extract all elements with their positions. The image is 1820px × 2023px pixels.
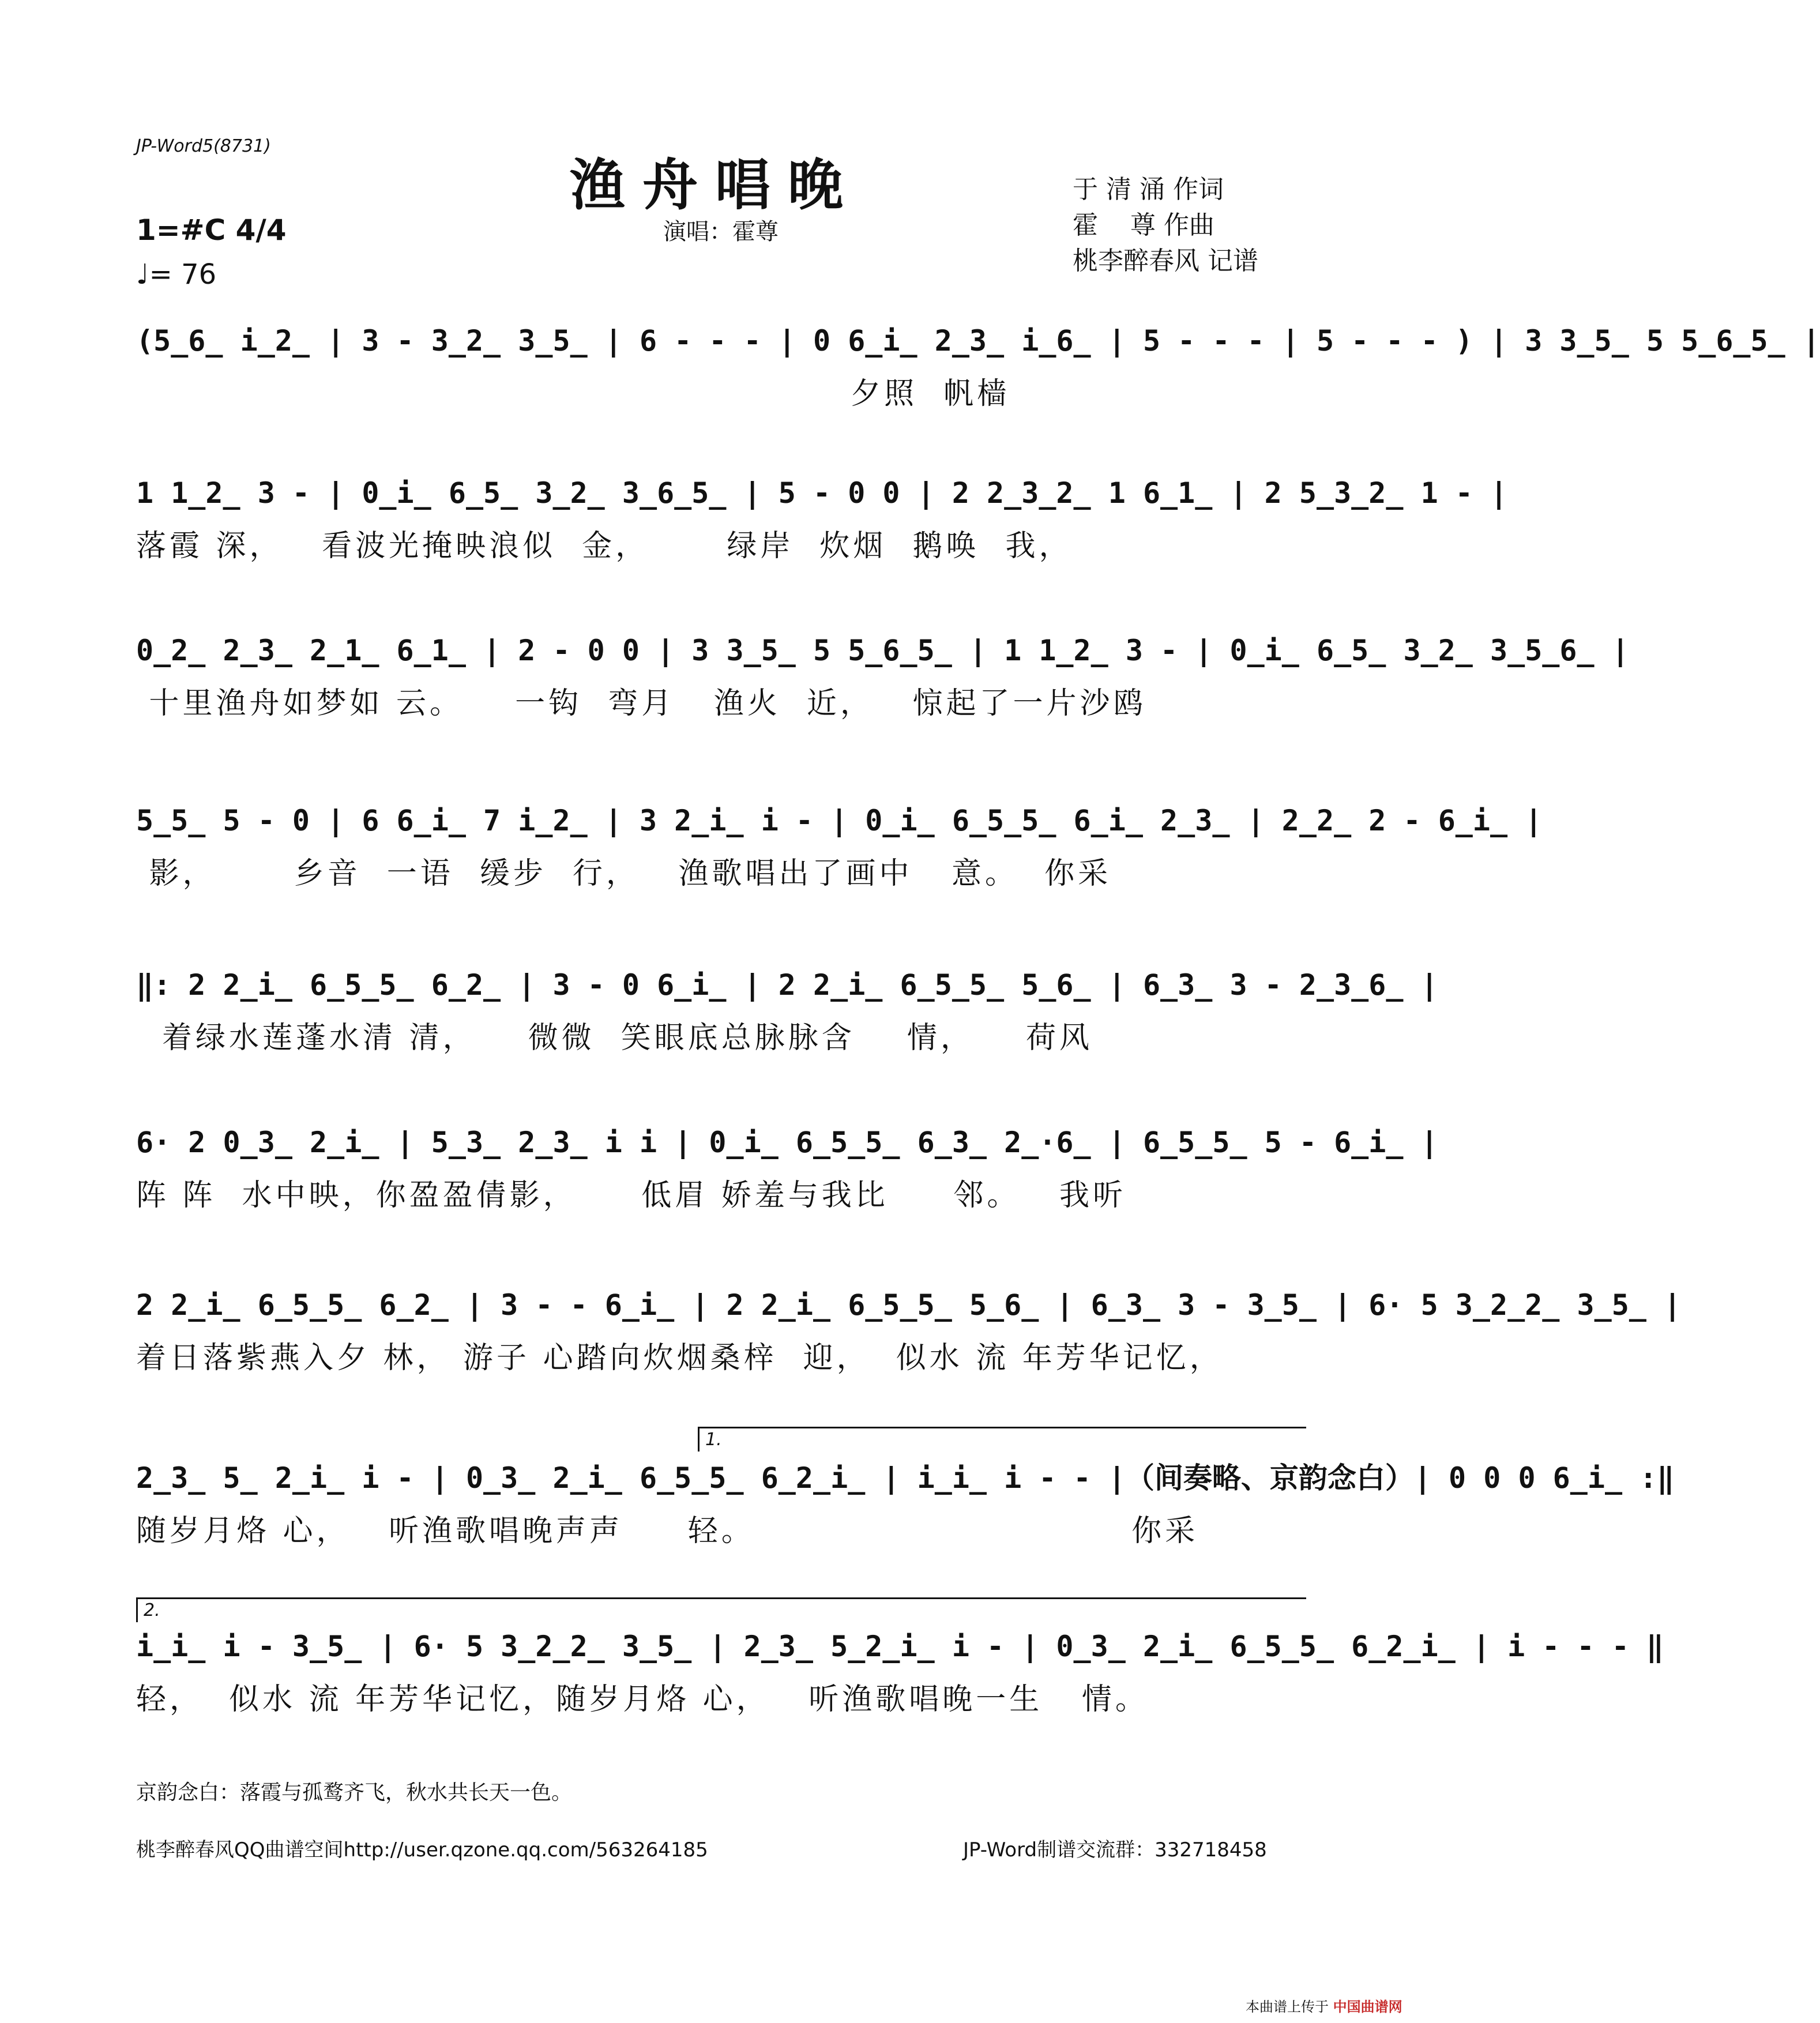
lyrics-line: 着绿水莲蓬水清 清， 微微 笑眼底总脉脉含 情， 荷风: [136, 1021, 1093, 1055]
stamp-brand: 中国曲谱网: [1333, 1999, 1402, 2015]
lyrics-line: 着日落紫燕入夕 林， 游子 心踏向炊烟桑梓 迎， 似水 流 年芳华记忆，: [136, 1341, 1223, 1375]
notation-line: 2 2̲i̲ 6̲5̲5̲ 6̲2̲ | 3 - - 6̲i̲ | 2 2̲i̲ 6̲5̲5̲ 5̲6̲ | 6̲3̲ 3 - 3̲5̲ | 6· 5 3̲2̲2̲ 3̲5̲ |: [136, 1288, 1682, 1322]
notation-line: 5̲5̲ 5 - 0 | 6 6̲i̲ 7 i̲2̲ | 3 2̲i̲ i - | 0̲i̲ 6̲5̲5̲ 6̲i̲ 2̲3̲ | 2̲2̲ 2 - 6̲i̲ |: [136, 804, 1543, 837]
lyrics-line: 影， 乡音 一语 缓步 行， 渔歌唱出了画中 意。 你采: [136, 856, 1112, 891]
notation-line: (5̲6̲ i̲2̲ | 3 - 3̲2̲ 3̲5̲ | 6 - - - | 0 6̲i̲ 2̲3̲ i̲6̲ | 5 - - - | 5 - - - ) | 3 3̲5̲ 5 5̲6̲5̲ |: [136, 324, 1820, 358]
stamp-prefix: 本曲谱上传于: [1246, 1999, 1329, 2015]
song-title: 渔舟唱晚: [570, 152, 860, 217]
notation-line: 1 1̲2̲ 3 - | 0̲i̲ 6̲5̲ 3̲2̲ 3̲6̲5̲ | 5 - 0 0 | 2 2̲3̲2̲ 1 6̲1̲ | 2 5̲3̲2̲ 1 - |: [136, 476, 1508, 510]
transcriber-credit: 桃李醉春风 记谱: [1073, 246, 1258, 276]
lyrics-line: 阵 阵 水中映，你盈盈倩影， 低眉 娇羞与我比 邻。 我听: [136, 1178, 1126, 1213]
first-ending-label: 1.: [705, 1430, 722, 1450]
lyrics-line: 十里渔舟如梦如 云。 一钩 弯月 渔火 近， 惊起了一片沙鸥: [136, 686, 1147, 721]
key-signature: 1=#C 4/4: [136, 213, 287, 247]
upload-stamp: [1246, 1995, 1402, 2016]
lyricist-credit: 于 清 涌 作词: [1073, 175, 1224, 204]
notation-line: 6· 2 0̲3̲ 2̲i̲ | 5̲3̲ 2̲3̲ i i | 0̲i̲ 6̲5̲5̲ 6̲3̲ 2̲·6̲ | 6̲5̲5̲ 5 - 6̲i̲ |: [136, 1126, 1438, 1159]
notation-line: i̲i̲ i - 3̲5̲ | 6· 5 3̲2̲2̲ 3̲5̲ | 2̲3̲ 5̲2̲i̲ i - | 0̲3̲ 2̲i̲ 6̲5̲5̲ 6̲2̲i̲ | i - - - ‖: [136, 1630, 1664, 1663]
tempo-marking: ♩= 76: [136, 258, 217, 291]
notation-line: ‖: 2 2̲i̲ 6̲5̲5̲ 6̲2̲ | 3 - 0 6̲i̲ | 2 2̲i̲ 6̲5̲5̲ 5̲6̲ | 6̲3̲ 3 - 2̲3̲6̲ |: [136, 968, 1438, 1002]
second-ending-label: 2.: [144, 1600, 160, 1620]
credits: [1073, 172, 1258, 279]
group-info: JP-Word制谱交流群：332718458: [963, 1838, 1267, 1862]
first-ending-bracket: [698, 1427, 1306, 1452]
notation-line: 2̲3̲ 5̲ 2̲i̲ i - | 0̲3̲ 2̲i̲ 6̲5̲5̲ 6̲2̲i̲ | i̲i̲ i - - |（间奏略、京韵念白）| 0 0 0 6̲i̲ :‖: [136, 1461, 1675, 1495]
singer-credit: 演唱：霍尊: [663, 219, 779, 245]
notation-line: 0̲2̲ 2̲3̲ 2̲1̲ 6̲1̲ | 2 - 0 0 | 3 3̲5̲ 5 5̲6̲5̲ | 1 1̲2̲ 3 - | 0̲i̲ 6̲5̲ 3̲2̲ 3̲5̲6̲ |: [136, 634, 1629, 667]
composer-credit: 霍 尊 作曲: [1073, 210, 1214, 240]
second-ending-bracket: [136, 1597, 1306, 1622]
software-version: JP-Word5(8731): [136, 136, 271, 156]
narration-note: 京韵念白：落霞与孤鹜齐飞，秋水共长天一色。: [136, 1781, 573, 1804]
lyrics-line: 落霞 深， 看波光掩映浪似 金， 绿岸 炊烟 鹅唤 我，: [136, 529, 1073, 563]
source-link: 桃李醉春风QQ曲谱空间http://user.qzone.qq.com/563264185: [136, 1838, 708, 1862]
lyrics-line: 轻， 似水 流 年芳华记忆，随岁月烙 心， 听渔歌唱晚一生 情。: [136, 1682, 1149, 1717]
lyrics-line: 夕照 帆樯: [136, 377, 1011, 411]
lyrics-line: 随岁月烙 心， 听渔歌唱晚声声 轻。 你采: [136, 1514, 1199, 1548]
